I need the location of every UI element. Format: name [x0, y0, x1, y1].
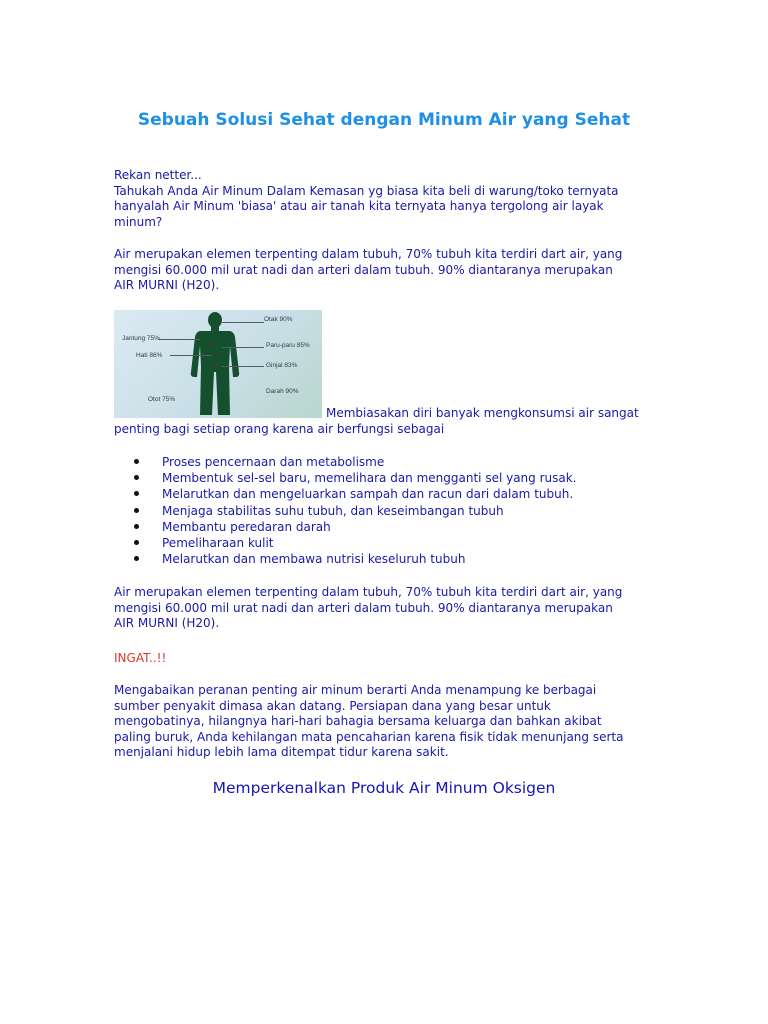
closing-line: menjalani hidup lebih lama ditempat tidur karena sakit.	[114, 745, 449, 760]
repeat-line: mengisi 60.000 mil urat nadi dan arteri dalam tubuh. 90% diantaranya merupakan	[114, 600, 613, 615]
list-item	[114, 454, 577, 470]
bullet-dot-icon	[134, 524, 139, 529]
label-hati: Hati 86%	[136, 352, 163, 359]
bullet-dot-icon	[134, 540, 139, 545]
label-jantung: Jantung 75%	[122, 335, 160, 342]
greeting-line: minum?	[114, 214, 163, 229]
list-item	[114, 503, 577, 519]
leader-line	[158, 339, 200, 340]
label-paru: Paru-paru 85%	[266, 342, 310, 349]
bullet-dot-icon	[134, 508, 139, 513]
bullet-dot-icon	[134, 491, 139, 496]
closing-line: paling buruk, Anda kehilangan mata pencaharian karena fisik tidak menunjang serta	[114, 729, 624, 744]
intro-line: mengisi 60.000 mil urat nadi dan arteri dalam tubuh. 90% diantaranya merupakan	[114, 262, 613, 277]
bullet-dot-icon	[134, 556, 139, 561]
intro-line: AIR MURNI (H20).	[114, 278, 220, 293]
bullet-dot-icon	[134, 459, 139, 464]
leader-line	[170, 355, 212, 356]
leader-line	[222, 347, 264, 348]
greeting-paragraph	[114, 168, 662, 230]
list-item-text: Membentuk sel-sel baru, memelihara dan mengganti sel yang rusak.	[162, 471, 577, 486]
list-item	[114, 519, 577, 535]
greeting-line: Tahukah Anda Air Minum Dalam Kemasan yg biasa kita beli di warung/toko ternyata	[114, 183, 619, 198]
repeat-line: AIR MURNI (H20).	[114, 616, 220, 631]
list-item-text: Proses pencernaan dan metabolisme	[162, 455, 385, 469]
figure-caption: Membiasakan diri banyak mengkonsumsi air sangat	[326, 406, 639, 420]
water-function-list	[114, 454, 577, 567]
list-item-text: Menjaga stabilitas suhu tubuh, dan keseimbangan tubuh	[162, 503, 504, 518]
label-otak-90: Otak 90%	[264, 316, 293, 323]
label-ginjal: Ginjal 83%	[266, 362, 298, 369]
list-item-text: Pemeliharaan kulit	[162, 536, 274, 551]
closing-line: sumber penyakit dimasa akan datang. Persiapan dana yang besar untuk	[114, 698, 551, 713]
greeting-line: Rekan netter...	[114, 168, 202, 182]
figure-caption-continued: penting bagi setiap orang karena air berfungsi sebagai	[114, 422, 445, 436]
repeat-line: Air merupakan elemen terpenting dalam tubuh, 70% tubuh kita terdiri dart air, yang	[114, 585, 623, 599]
list-item-text: Melarutkan dan membawa nutrisi keseluruh tubuh	[162, 552, 466, 567]
repeat-paragraph	[114, 585, 662, 632]
intro-line: Air merupakan elemen terpenting dalam tubuh, 70% tubuh kita terdiri dart air, yang	[114, 247, 623, 261]
label-darah: Darah 90%	[266, 388, 299, 395]
body-water-figure	[114, 310, 322, 418]
section-subtitle: Memperkenalkan Produk Air Minum Oksigen	[212, 779, 556, 797]
list-item	[114, 535, 577, 551]
list-item	[114, 470, 577, 486]
greeting-line: hanyalah Air Minum 'biasa' atau air tanah kita ternyata hanya tergolong air layak	[114, 199, 604, 214]
list-item	[114, 486, 577, 502]
leader-line	[222, 366, 264, 367]
closing-line: mengobatinya, hilangnya hari-hari bahagia bersama keluarga dan bahkan akibat	[114, 714, 602, 729]
list-item	[114, 551, 577, 567]
list-item-text: Melarutkan dan mengeluarkan sampah dan racun dari dalam tubuh.	[162, 487, 574, 502]
closing-paragraph	[114, 683, 662, 761]
leader-line	[222, 322, 264, 323]
label-otot: Otot 75%	[148, 396, 176, 403]
intro-paragraph	[114, 247, 662, 294]
bullet-dot-icon	[134, 475, 139, 480]
list-item-text: Membantu peredaran darah	[162, 519, 331, 534]
closing-line: Mengabaikan peranan penting air minum berarti Anda menampung ke berbagai	[114, 683, 597, 697]
warning-text: INGAT..!!	[114, 651, 167, 665]
page-title: Sebuah Solusi Sehat dengan Minum Air yang Sehat	[137, 110, 631, 130]
